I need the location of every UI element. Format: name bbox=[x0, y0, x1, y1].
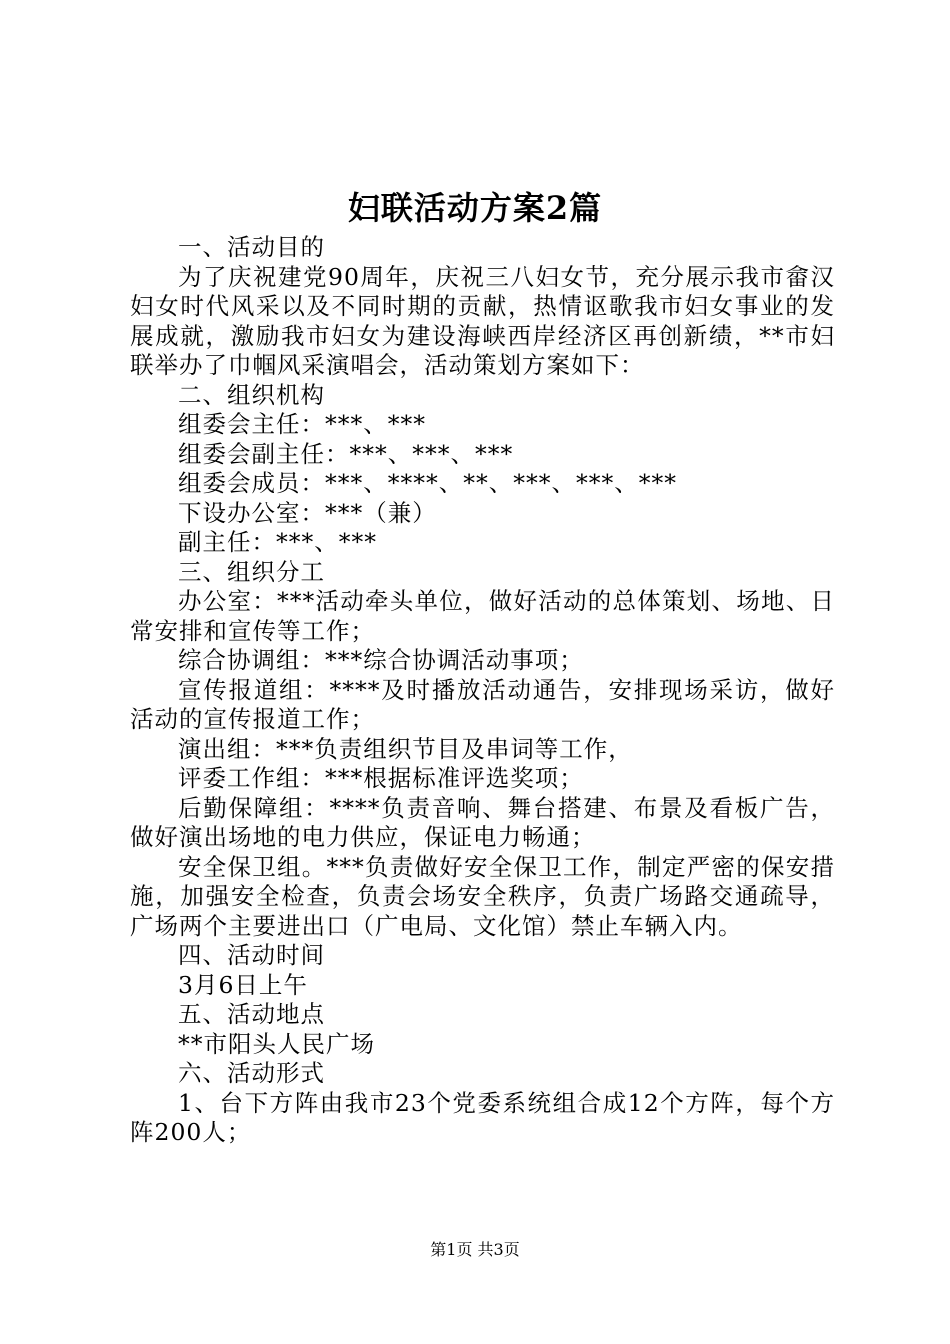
section-heading-organization: 二、组织机构 bbox=[178, 380, 325, 409]
paragraph-committee-director: 组委会主任：***、*** bbox=[178, 410, 426, 438]
paragraph-office-duty: 办公室：***活动牵头单位，做好活动的总体策划、场地、日常安排和宣传等工作； bbox=[130, 587, 835, 645]
paragraph-office-deputy: 副主任：***、*** bbox=[178, 528, 377, 556]
section-heading-purpose: 一、活动目的 bbox=[178, 233, 325, 261]
paragraph-time: 3月6日上午 bbox=[178, 970, 308, 999]
paragraph-logistics: 后勤保障组：****负责音响、舞台搭建、布景及看板广告，做好演出场地的电力供应，保证电力畅通； bbox=[130, 793, 835, 851]
paragraph-office: 下设办公室：***（兼） bbox=[178, 498, 437, 527]
section-heading-location: 五、活动地点 bbox=[178, 1000, 325, 1028]
document-title: 妇联活动方案2篇 bbox=[347, 189, 603, 227]
paragraph-location: **市阳头人民广场 bbox=[178, 1029, 375, 1058]
page-footer: 第1页 共3页 bbox=[430, 1240, 520, 1259]
paragraph-purpose: 为了庆祝建党90周年，庆祝三八妇女节，充分展示我市畲汉妇女时代风采以及不同时期的贡献，热情讴歌我市妇女事业的发展成就，激励我市妇女为建设海峡西岸经济区再创新绩，**市妇联举办了巾帼风采演唱会，活动策划方案如下： bbox=[130, 262, 835, 379]
paragraph-publicity: 宣传报道组：****及时播放活动通告，安排现场采访，做好活动的宣传报道工作； bbox=[130, 675, 835, 733]
section-heading-time: 四、活动时间 bbox=[178, 941, 325, 969]
paragraph-security: 安全保卫组。***负责做好安全保卫工作，制定严密的保安措施，加强安全检查，负责会场安全秩序，负责广场路交通疏导，广场两个主要进出口（广电局、文化馆）禁止车辆入内。 bbox=[130, 852, 835, 940]
paragraph-committee-deputy: 组委会副主任：***、***、*** bbox=[178, 439, 514, 468]
document-body bbox=[130, 233, 835, 1148]
section-heading-format: 六、活动形式 bbox=[178, 1059, 325, 1087]
paragraph-performance: 演出组：***负责组织节目及串词等工作， bbox=[178, 734, 633, 763]
paragraph-format-1: 1、台下方阵由我市23个党委系统组合成12个方阵，每个方阵200人； bbox=[130, 1088, 835, 1146]
paragraph-judges: 评委工作组：***根据标准评选奖项； bbox=[178, 764, 584, 792]
section-heading-division: 三、组织分工 bbox=[178, 557, 325, 586]
paragraph-coordination: 综合协调组：***综合协调活动事项； bbox=[178, 646, 584, 674]
paragraph-committee-members: 组委会成员：***、****、**、***、***、*** bbox=[178, 469, 677, 497]
